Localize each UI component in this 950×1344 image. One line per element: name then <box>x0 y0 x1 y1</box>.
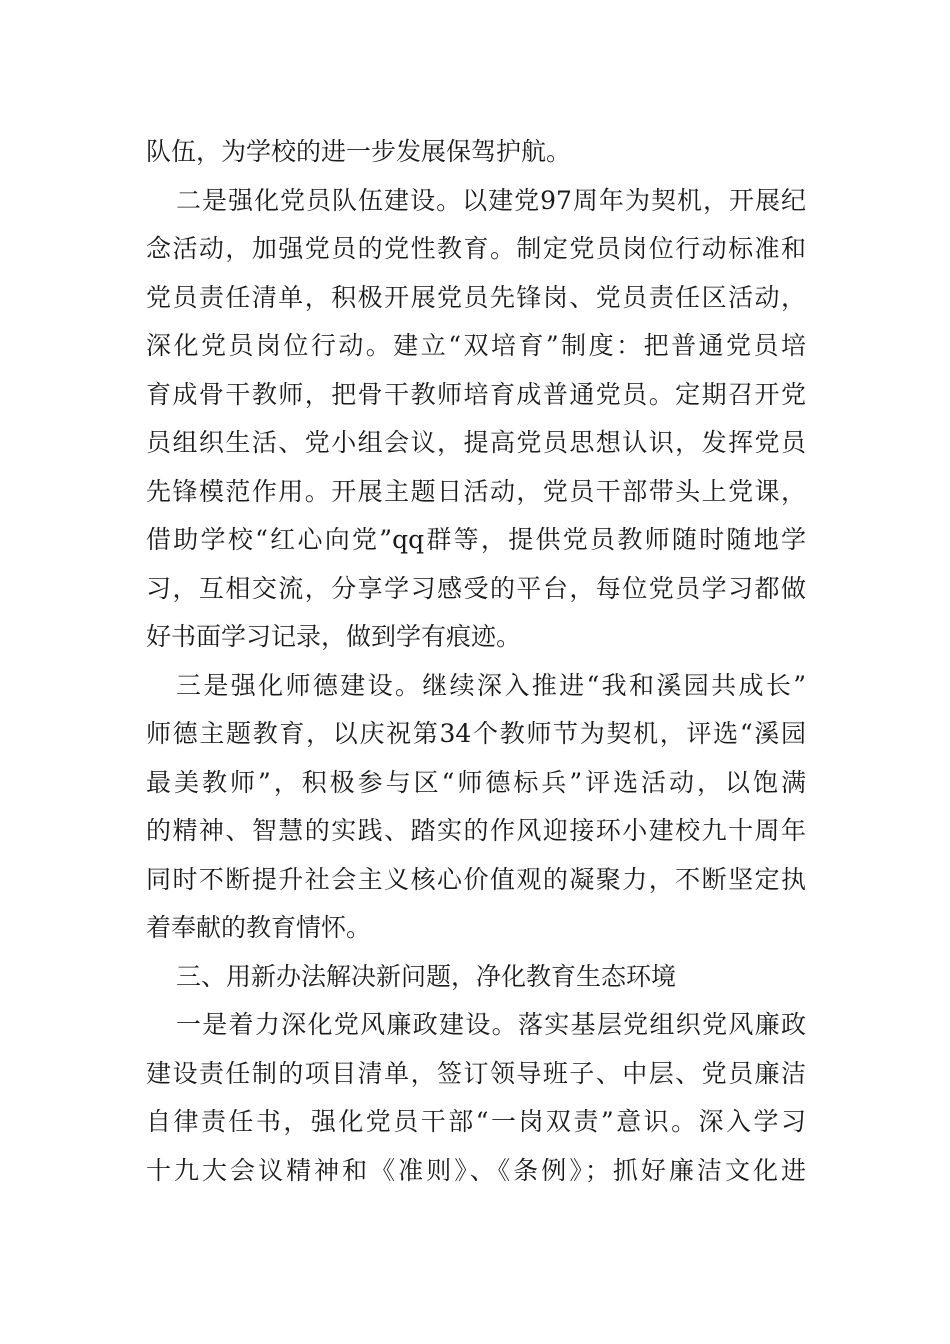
text-line: 队伍，为学校的进一步发展保驾护航。 <box>146 137 572 166</box>
text-line: 深化党员岗位行动。建立“双培育”制度：把普通党员培 <box>146 331 806 360</box>
text-line: 师德主题教育，以庆祝第34个教师节为契机，评选“溪园 <box>146 719 806 748</box>
text-line: 念活动，加强党员的党性教育。制定党员岗位行动标准和 <box>146 234 806 263</box>
text-line: 最美教师”，积极参与区“师德标兵”评选活动，以饱满 <box>146 767 806 797</box>
text-line: 先锋模范作用。开展主题日活动，党员干部带头上党课， <box>146 476 806 506</box>
text-line: 的精神、智慧的实践、踏实的作风迎接环小建校九十周年 <box>146 816 806 845</box>
text-line: 建设责任制的项目清单，签订领导班子、中层、党员廉洁 <box>146 1058 806 1088</box>
document-body <box>146 128 806 1195</box>
text-line: 员组织生活、党小组会议，提高党员思想认识，发挥党员 <box>146 428 806 457</box>
text-line: 三、用新办法解决新问题，净化教育生态环境 <box>176 961 677 991</box>
text-line: 三是强化师德建设。继续深入推进“我和溪园共成长” <box>176 670 806 700</box>
text-line: 二是强化党员队伍建设。以建党97周年为契机，开展纪 <box>176 185 806 215</box>
text-line: 习，互相交流，分享学习感受的平台，每位党员学习都做 <box>146 573 806 603</box>
text-line: 育成骨干教师，把骨干教师培育成普通党员。定期召开党 <box>146 379 806 409</box>
text-line: 好书面学习记录，做到学有痕迹。 <box>146 622 522 651</box>
text-line: 同时不断提升社会主义核心价值观的凝聚力，不断坚定执 <box>146 864 806 894</box>
text-line: 着奉献的教育情怀。 <box>146 913 372 942</box>
text-line: 借助学校“红心向党”qq群等，提供党员教师随时随地学 <box>146 525 806 554</box>
text-line: 自律责任书，强化党员干部“一岗双责”意识。深入学习 <box>146 1107 806 1136</box>
text-line: 一是着力深化党风廉政建设。落实基层党组织党风廉政 <box>176 1010 806 1039</box>
text-line: 党员责任清单，积极开展党员先锋岗、党员责任区活动， <box>146 282 806 312</box>
text-line: 十九大会议精神和《准则》、《条例》；抓好廉洁文化进 <box>146 1155 806 1185</box>
